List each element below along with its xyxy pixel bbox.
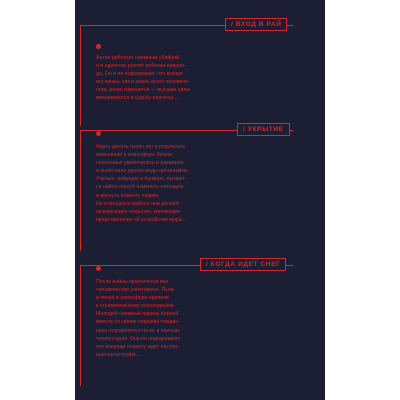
text-line: и вытеснили другие виды организмов.: [96, 168, 189, 175]
text-line: щем отправляется на юг в поисках: [96, 327, 180, 334]
text-line: вмешиваются в судьбу планеты...: [96, 95, 178, 102]
text-line: изменений в атмосфере Земли: [96, 152, 172, 159]
text-line: насекомые увеличились в размерах: [96, 160, 184, 167]
text-line: щая катастрофа...: [96, 351, 140, 358]
section-1-title: / ВХОД В РАЙ: [225, 18, 287, 31]
text-line: Антон работает наемным убийцей: [96, 55, 179, 61]
text-line: Через десять тысяч лет в результате: [96, 144, 186, 150]
text-line: ся найти способ изменить ситуацию: [96, 184, 184, 191]
text-line: да. Он и не подозревает, что вскоре: [96, 71, 183, 78]
text-line: что впереди планету ждет настоя-: [96, 343, 179, 350]
text-line: и пепел в атмосфере привели: [96, 295, 169, 302]
text-line: Молодой наемный парень Корней: [96, 311, 179, 318]
text-line: человечество уничтожено. Пыль: [96, 287, 175, 294]
section-3-bullet-icon: [96, 266, 101, 271]
text-line: теплого края. Они не подозревают,: [96, 335, 181, 342]
text-line: его жизнь, как и жизнь всего человече-: [96, 79, 190, 86]
text-line: вместе со своим старшим товари-: [96, 319, 179, 326]
text-line: шокирующее открытие, меняющее: [96, 208, 181, 215]
text-line: и вернуть планету людям.: [96, 192, 160, 199]
text-line: представление об устройстве мира...: [96, 216, 186, 223]
text-line: Ученые, живущие в бункере, пытают-: [96, 176, 187, 183]
text-line: и в одиночку растит ребенка-инвали-: [96, 63, 186, 70]
text-line: После войны практически все: [96, 279, 169, 285]
section-3: [75, 0, 325, 400]
section-3-title: / КОГДА ИДЕТ СНЕГ: [200, 258, 286, 271]
book-back-cover: [75, 0, 325, 400]
section-2-title: / УКРЫТИЕ: [237, 123, 290, 136]
text-line: ства, резко изменится — высшие силы: [96, 87, 191, 94]
text-line: к стремительному похолоданию.: [96, 303, 175, 310]
text-line: Но в процессе работы они делают: [96, 200, 180, 207]
section-3-description: [96, 278, 228, 359]
